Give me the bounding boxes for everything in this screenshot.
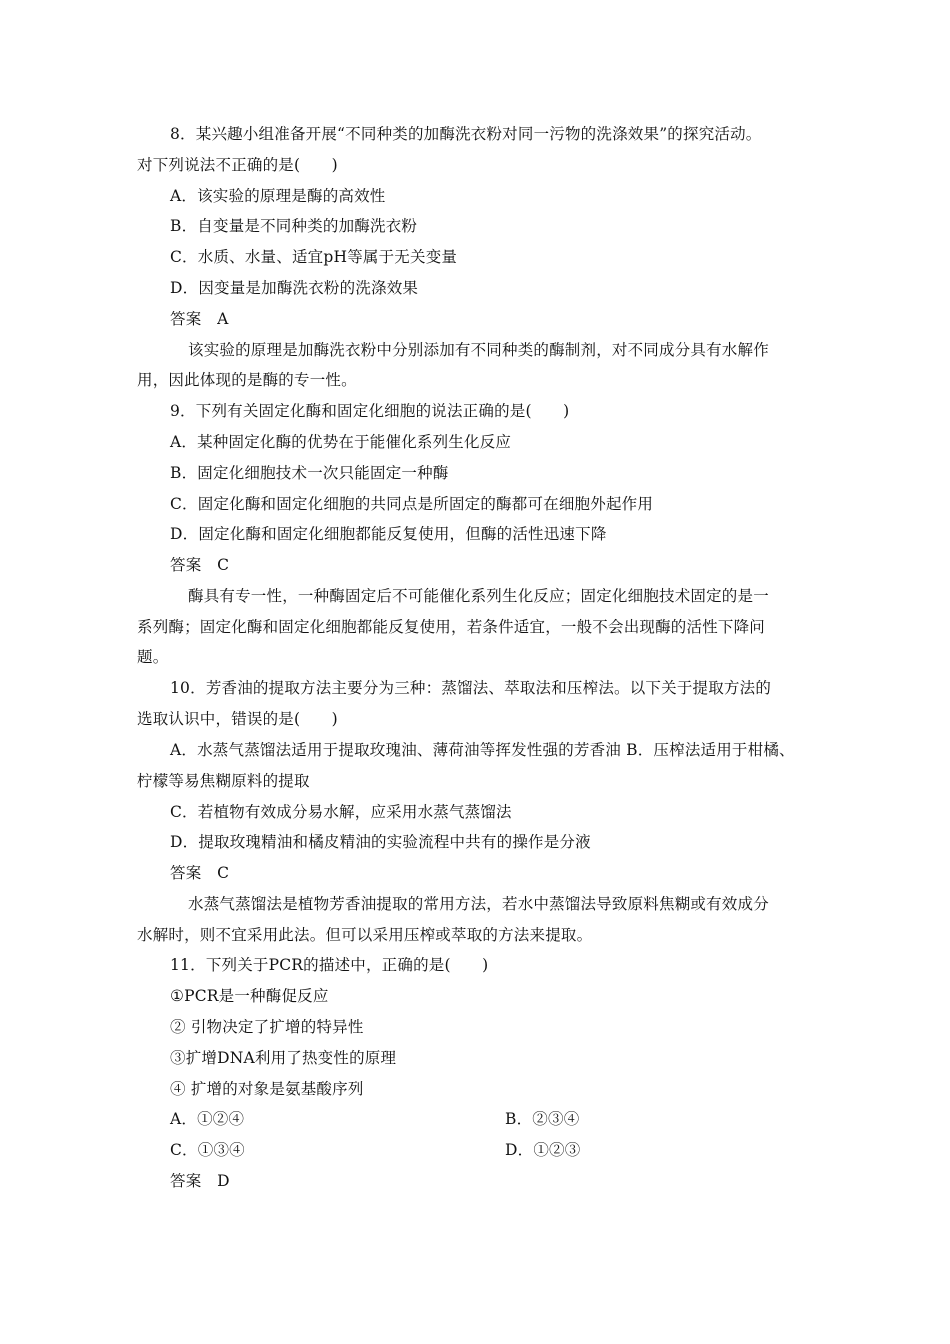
q11-option-b: B．②③④ <box>505 1110 580 1128</box>
q9-explanation-line2: 系列酶；固定化酶和固定化细胞都能反复使用，若条件适宜，一般不会出现酶的活性下降问 <box>137 618 766 636</box>
q11-option-d: D．①②③ <box>505 1141 581 1159</box>
q11-option-a: A．①②④ <box>170 1110 245 1128</box>
q8-stem-line2: 对下列说法不正确的是( ) <box>137 156 338 174</box>
q10-option-c: C．若植物有效成分易水解，应采用水蒸气蒸馏法 <box>170 803 512 821</box>
q9-option-c: C．固定化酶和固定化细胞的共同点是所固定的酶都可在细胞外起作用 <box>170 495 654 513</box>
q9-stem-line1: 9．下列有关固定化酶和固定化细胞的说法正确的是( ) <box>170 402 570 420</box>
q11-item4: ④ 扩增的对象是氨基酸序列 <box>170 1080 364 1098</box>
q11-stem-line1: 11．下列关于PCR的描述中，正确的是( ) <box>170 956 489 974</box>
q10-option-d: D．提取玫瑰精油和橘皮精油的实验流程中共有的操作是分液 <box>170 833 591 851</box>
q10-answer: 答案 C <box>170 864 230 882</box>
q11-item3: ③扩增DNA利用了热变性的原理 <box>170 1049 397 1067</box>
q9-option-a: A．某种固定化酶的优势在于能催化系列生化反应 <box>170 433 512 451</box>
q10-stem-line1: 10．芳香油的提取方法主要分为三种：蒸馏法、萃取法和压榨法。以下关于提取方法的 <box>170 679 772 697</box>
q11-answer: 答案 D <box>170 1172 230 1190</box>
q8-stem-line1: 8．某兴趣小组准备开展“不同种类的加酶洗衣粉对同一污物的洗涤效果”的探究活动。 <box>170 125 762 143</box>
q9-explanation-line1: 酶具有专一性，一种酶固定后不可能催化系列生化反应；固定化细胞技术固定的是一 <box>188 587 769 605</box>
q10-option-ab-line1: A．水蒸气蒸馏法适用于提取玫瑰油、薄荷油等挥发性强的芳香油 B．压榨法适用于柑橘、 <box>170 741 795 759</box>
q8-option-b: B．自变量是不同种类的加酶洗衣粉 <box>170 217 418 235</box>
q11-item1: ①PCR是一种酶促反应 <box>170 987 329 1005</box>
q8-option-d: D．因变量是加酶洗衣粉的洗涤效果 <box>170 279 419 297</box>
q10-stem-line2: 选取认识中，错误的是( ) <box>137 710 338 728</box>
q10-option-ab-line2: 柠檬等易焦糊原料的提取 <box>137 772 310 790</box>
q8-option-c: C．水质、水量、适宜pH等属于无关变量 <box>170 248 458 266</box>
q8-option-a: A．该实验的原理是酶的高效性 <box>170 187 386 205</box>
q10-explanation-line2: 水解时，则不宜采用此法。但可以采用压榨或萃取的方法来提取。 <box>137 926 593 944</box>
q11-option-c: C．①③④ <box>170 1141 245 1159</box>
q11-item2: ② 引物决定了扩增的特异性 <box>170 1018 364 1036</box>
q9-explanation-line3: 题。 <box>137 648 169 666</box>
q9-option-b: B．固定化细胞技术一次只能固定一种酶 <box>170 464 449 482</box>
q8-answer: 答案 A <box>170 310 229 328</box>
q9-answer: 答案 C <box>170 556 230 574</box>
q8-explanation-line1: 该实验的原理是加酶洗衣粉中分别添加有不同种类的酶制剂，对不同成分具有水解作 <box>188 341 769 359</box>
q8-explanation-line2: 用，因此体现的是酶的专一性。 <box>137 371 357 389</box>
q9-option-d: D．固定化酶和固定化细胞都能反复使用，但酶的活性迅速下降 <box>170 525 607 543</box>
q10-explanation-line1: 水蒸气蒸馏法是植物芳香油提取的常用方法，若水中蒸馏法导致原料焦糊或有效成分 <box>188 895 769 913</box>
